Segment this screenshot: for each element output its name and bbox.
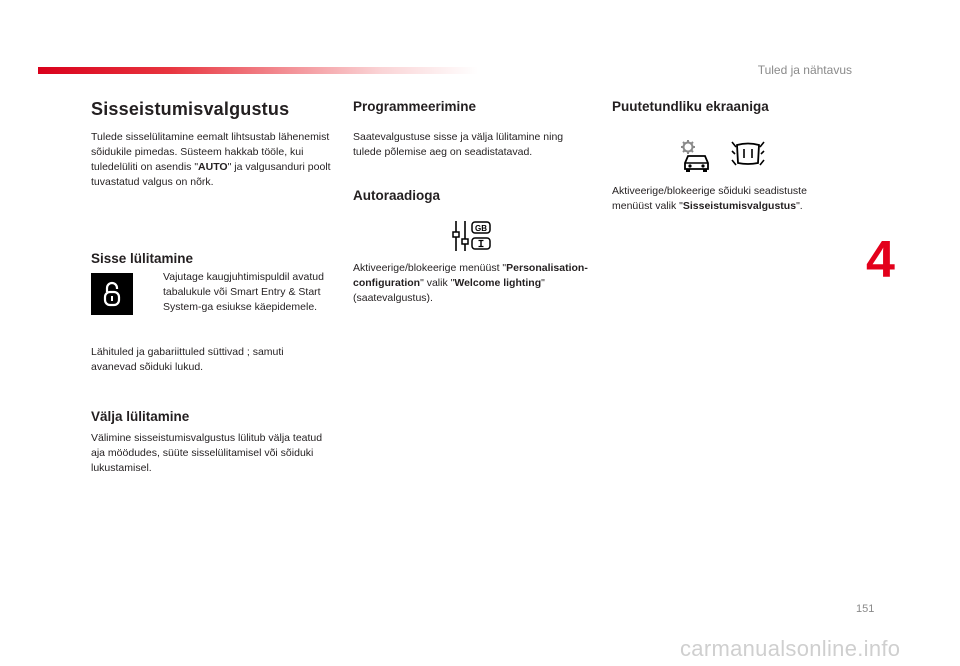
touch-screen-instruction — [612, 184, 847, 214]
switch-off-heading: Välja lülitamine — [91, 409, 190, 424]
page-number: 151 — [856, 603, 875, 615]
intro-text-a: Tulede sisselülitamine eemalt lihtsustab lähenemist sõidukile pimedas. Süsteem hakkab tööle, kui tuledelüliti on asendis " — [91, 131, 330, 173]
radio-text-b: " valik " — [420, 277, 455, 289]
column-welcome-lighting — [91, 99, 341, 190]
touch-option-bold: Sisseistumisvalgustus — [682, 200, 797, 212]
watermark: carmanualsonline.info — [680, 636, 901, 661]
gb-label: GB — [475, 224, 487, 233]
audio-settings-icon — [451, 219, 493, 258]
chapter-number: 4 — [866, 231, 895, 289]
intro-auto-bold: AUTO — [198, 161, 228, 173]
car-settings-icon — [679, 139, 713, 178]
switch-off-text: Välimine sisseistumisvalgustus lülitub välja teatud aja möödudes, süüte sisselülitamisel või sõiduki lukustamisel. — [91, 432, 323, 474]
intro-paragraph — [91, 130, 336, 190]
intro-text-b: " ja valgusanduri poolt tuvastatud valgus on nõrk. — [91, 161, 331, 188]
programming-text: Saatevalgustuse sisse ja välja lülitamine ning tulede põlemise aeg on seadistatavad. — [353, 131, 564, 158]
car-radio-heading: Autoraadioga — [353, 188, 441, 203]
touch-screen-heading: Puutetundliku ekraaniga — [612, 99, 769, 114]
switch-on-heading: Sisse lülitamine — [91, 251, 194, 266]
switch-on-instruction: Vajutage kaugjuhtimispuldil avatud tabalukule või Smart Entry & Start System-ga esiukse käepidemele. — [163, 271, 324, 313]
programming-heading: Programmeerimine — [353, 99, 477, 114]
radio-text-a: Aktiveerige/blokeerige menüüst " — [353, 262, 507, 274]
windscreen-lighting-icon — [730, 139, 766, 174]
radio-text-c: " (saatevalgustus). — [353, 277, 545, 304]
header-accent-bar — [38, 67, 478, 74]
radio-menu-bold: Personalisation-configuration — [353, 262, 588, 289]
touch-text-b: ". — [796, 200, 803, 212]
switch-on-note: Lähituled ja gabariittuled süttivad ; samuti avanevad sõiduki lukud. — [91, 346, 284, 373]
unlock-padlock-icon — [91, 273, 133, 315]
radio-option-bold: Welcome lighting — [454, 277, 542, 289]
section-title: Tuled ja nähtavus — [757, 63, 852, 77]
radio-instruction — [353, 261, 588, 306]
touch-text-a: Aktiveerige/blokeerige sõiduki seadistuste menüüst valik " — [612, 185, 807, 212]
page-title: Sisseistumisvalgustus — [91, 99, 290, 119]
